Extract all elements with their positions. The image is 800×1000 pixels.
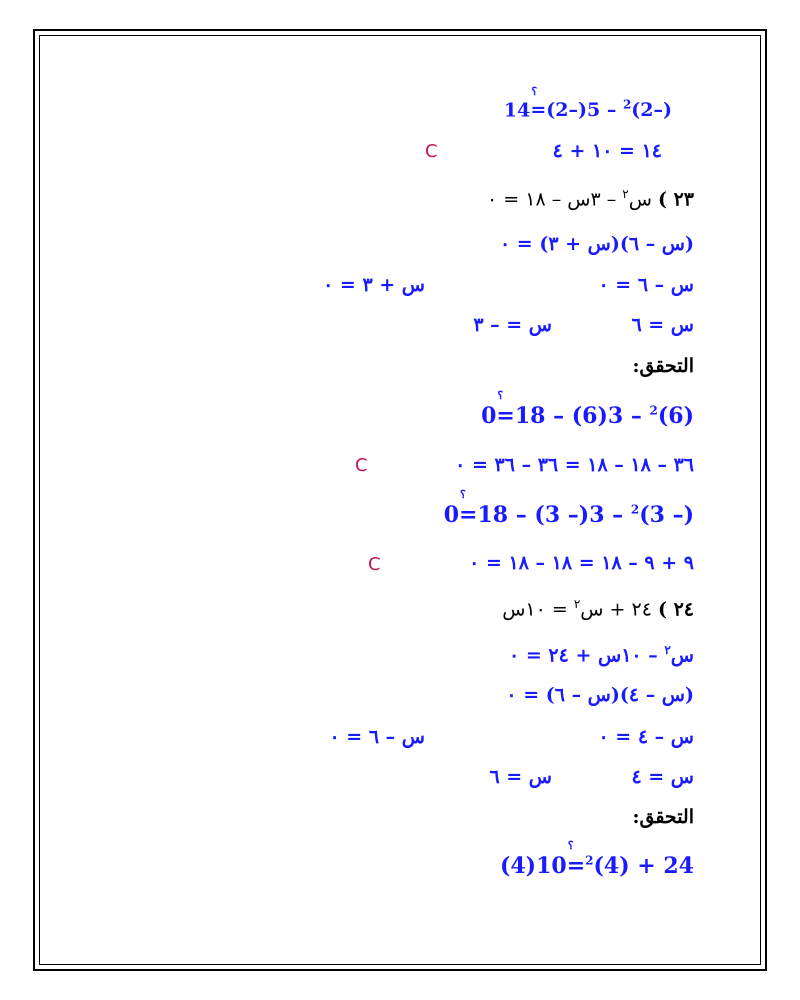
- root-23-a: س = ٦: [631, 314, 694, 336]
- root-24-a: س = ٤: [631, 766, 694, 788]
- check-root-4: (4)10= ؟ $^2$(4) + 24: [499, 839, 694, 879]
- check-mark: C: [425, 141, 438, 162]
- factored-equation-23: (س – ٦)(س + ٣) = ٠: [499, 233, 694, 255]
- factor-zero-23-a: س – ٦ = ٠: [598, 274, 694, 296]
- check-mark: C: [355, 455, 368, 476]
- root-24-b: س = ٦: [489, 766, 552, 788]
- factor-zero-23-b: س + ٣ = ٠: [323, 274, 425, 296]
- check-root-minus-3: 0= ؟ 18 – (3 –)3 – $^2$(3 –): [443, 488, 694, 528]
- check-equation-1: 14= ؟ (2–)5 – $^2$(2–): [503, 85, 672, 122]
- check-mark: C: [368, 554, 381, 575]
- factored-equation-24: (س – ٤)(س – ٦) = ٠: [506, 684, 694, 706]
- problem-24: ٢٤ ) ٢٤ + س$^٢$ = ١٠س: [502, 597, 694, 621]
- factor-zero-24-a: س – ٤ = ٠: [598, 726, 694, 748]
- check-root-6: 0= ؟ 18 – (6)3 – $^2$(6): [481, 389, 694, 429]
- arithmetic-line-2: ٣٦ – ١٨ – ١٨ = ٣٦ – ٣٦ = ٠: [455, 454, 694, 476]
- arithmetic-line-1: ١٤ = ١٠ + ٤: [552, 140, 662, 162]
- factor-zero-24-b: س – ٦ = ٠: [329, 726, 425, 748]
- problem-23: ٢٣ ) س$^٢$ – ٣س – ١٨ = ٠: [487, 187, 694, 211]
- arithmetic-line-3: ٩ + ٩ – ١٨ = ١٨ – ١٨ = ٠: [469, 552, 694, 574]
- root-23-b: س = – ٣: [473, 314, 552, 336]
- standard-form-24: س$^٢$ – ١٠س + ٢٤ = ٠: [509, 643, 694, 667]
- verification-heading-24: التحقق:: [632, 806, 694, 828]
- verification-heading-23: التحقق:: [632, 355, 694, 377]
